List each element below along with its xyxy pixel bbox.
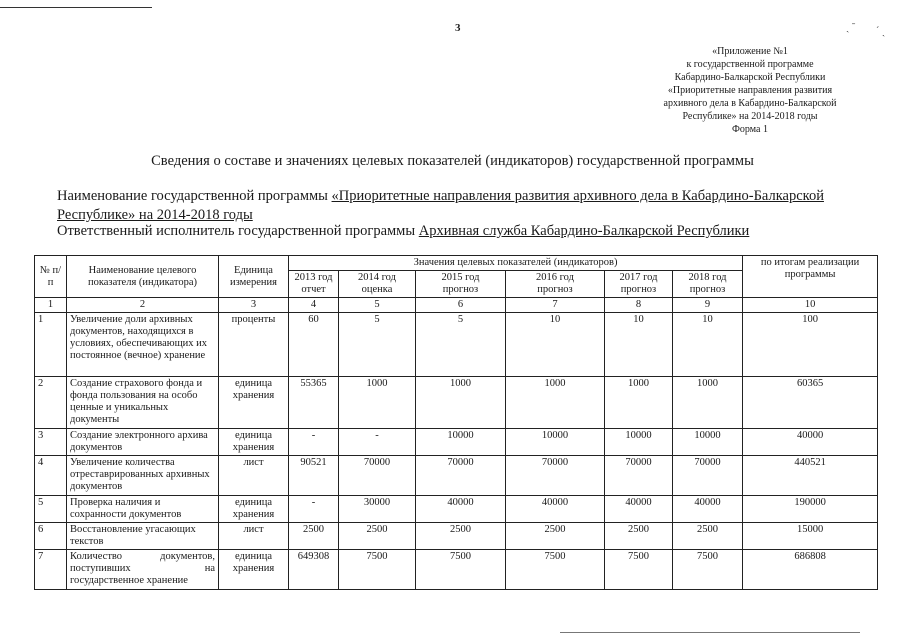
value-cell: 60 bbox=[289, 313, 339, 377]
value-cell: - bbox=[289, 496, 339, 523]
page-number: 3 bbox=[455, 22, 461, 34]
value-cell: 10000 bbox=[605, 429, 673, 456]
total-cell: 40000 bbox=[743, 429, 878, 456]
row-num: 5 bbox=[35, 496, 67, 523]
scan-artifact-line bbox=[0, 7, 152, 8]
value-cell: 10000 bbox=[673, 429, 743, 456]
column-number: 5 bbox=[339, 298, 416, 313]
value-cell: 2500 bbox=[416, 523, 506, 550]
executor-name: Архивная служба Кабардино-Балкарской Республики bbox=[418, 223, 750, 239]
value-cell: 1000 bbox=[605, 377, 673, 429]
value-cell: 7500 bbox=[339, 550, 416, 590]
table-row bbox=[35, 523, 878, 550]
row-num: 7 bbox=[35, 550, 67, 590]
unit-cell: лист bbox=[219, 523, 289, 550]
header-year: 2014 год оценка bbox=[339, 271, 416, 298]
table-row bbox=[35, 496, 878, 523]
column-number: 8 bbox=[605, 298, 673, 313]
header-num: № п/п bbox=[35, 256, 67, 298]
program-name-line bbox=[57, 187, 877, 225]
value-cell: 40000 bbox=[673, 496, 743, 523]
indicator-name: Увеличение количества отреставрированных архивных документов bbox=[67, 456, 219, 496]
total-cell: 100 bbox=[743, 313, 878, 377]
value-cell: 7500 bbox=[506, 550, 605, 590]
value-cell: 70000 bbox=[339, 456, 416, 496]
value-cell: 10 bbox=[605, 313, 673, 377]
value-cell: 2500 bbox=[605, 523, 673, 550]
column-number: 1 bbox=[35, 298, 67, 313]
appendix-line: «Приоритетные направления развития bbox=[667, 85, 833, 96]
value-cell: 7500 bbox=[605, 550, 673, 590]
value-cell: 90521 bbox=[289, 456, 339, 496]
total-cell: 440521 bbox=[743, 456, 878, 496]
column-number: 6 bbox=[416, 298, 506, 313]
unit-cell: единица хранения bbox=[219, 550, 289, 590]
unit-cell: единица хранения bbox=[219, 496, 289, 523]
unit-cell: лист bbox=[219, 456, 289, 496]
document-title: Сведения о составе и значениях целевых показателей (индикаторов) государственной программы bbox=[151, 153, 754, 169]
appendix-line: архивного дела в Кабардино-Балкарской bbox=[663, 98, 837, 109]
header-total: по итогам реализации программы bbox=[743, 256, 878, 298]
appendix-header bbox=[635, 45, 865, 136]
appendix-line: к государственной программе bbox=[686, 59, 814, 70]
column-number: 3 bbox=[219, 298, 289, 313]
value-cell: 1000 bbox=[673, 377, 743, 429]
row-num: 6 bbox=[35, 523, 67, 550]
value-cell: 1000 bbox=[416, 377, 506, 429]
header-row-1 bbox=[35, 256, 878, 271]
value-cell: 7500 bbox=[673, 550, 743, 590]
executor-label: Ответственный исполнитель государственной программы bbox=[57, 223, 419, 239]
value-cell: 2500 bbox=[673, 523, 743, 550]
header-unit: Единица измерения bbox=[219, 256, 289, 298]
unit-cell: проценты bbox=[219, 313, 289, 377]
value-cell: 70000 bbox=[506, 456, 605, 496]
value-cell: 55365 bbox=[289, 377, 339, 429]
scan-speck: ˎ ˉ bbox=[846, 22, 856, 33]
value-cell: 2500 bbox=[506, 523, 605, 550]
total-cell: 15000 bbox=[743, 523, 878, 550]
value-cell: 10000 bbox=[506, 429, 605, 456]
column-number: 7 bbox=[506, 298, 605, 313]
program-label: Наименование государственной программы bbox=[57, 188, 332, 204]
column-number: 9 bbox=[673, 298, 743, 313]
row-num: 2 bbox=[35, 377, 67, 429]
indicator-name: Увеличение доли архивных документов, находящихся в условиях, обеспечивающих их постоянное (вечное) хранение bbox=[67, 313, 219, 377]
value-cell: 40000 bbox=[416, 496, 506, 523]
value-cell: 70000 bbox=[605, 456, 673, 496]
appendix-line: Форма 1 bbox=[732, 124, 768, 135]
value-cell: 5 bbox=[416, 313, 506, 377]
header-year: 2018 год прогноз bbox=[673, 271, 743, 298]
value-cell: - bbox=[289, 429, 339, 456]
value-cell: 40000 bbox=[605, 496, 673, 523]
header-indicator: Наименование целевого показателя (индикатора) bbox=[67, 256, 219, 298]
row-num: 3 bbox=[35, 429, 67, 456]
program-name: «Приоритетные направления развития архивного дела в Кабардино-Балкарской Республике» на 2014-2018 годы bbox=[57, 188, 824, 223]
header-values-group: Значения целевых показателей (индикаторов) bbox=[289, 256, 743, 271]
value-cell: 2500 bbox=[339, 523, 416, 550]
header-year: 2015 год прогноз bbox=[416, 271, 506, 298]
indicator-name: Восстановление угасающих текстов bbox=[67, 523, 219, 550]
unit-cell: единица хранения bbox=[219, 429, 289, 456]
value-cell: 70000 bbox=[673, 456, 743, 496]
unit-cell: единица хранения bbox=[219, 377, 289, 429]
indicator-name: Количество документов, поступивших на государственное хранение bbox=[67, 550, 219, 590]
appendix-line: «Приложение №1 bbox=[712, 46, 788, 57]
executor-line bbox=[57, 222, 877, 241]
scan-artifact-line bbox=[560, 632, 860, 633]
value-cell: 10000 bbox=[416, 429, 506, 456]
column-number: 2 bbox=[67, 298, 219, 313]
table-row bbox=[35, 377, 878, 429]
header-year: 2017 год прогноз bbox=[605, 271, 673, 298]
indicators-table bbox=[34, 255, 878, 590]
indicator-name: Создание электронного архива документов bbox=[67, 429, 219, 456]
value-cell: 40000 bbox=[506, 496, 605, 523]
table-row bbox=[35, 429, 878, 456]
indicator-name: Проверка наличия и сохранности документов bbox=[67, 496, 219, 523]
table-row bbox=[35, 550, 878, 590]
value-cell: 7500 bbox=[416, 550, 506, 590]
scan-speck: ˊ ˎ bbox=[876, 26, 886, 37]
appendix-line: Кабардино-Балкарской Республики bbox=[674, 72, 826, 83]
total-cell: 190000 bbox=[743, 496, 878, 523]
value-cell: 1000 bbox=[339, 377, 416, 429]
row-num: 1 bbox=[35, 313, 67, 377]
value-cell: 2500 bbox=[289, 523, 339, 550]
value-cell: 1000 bbox=[506, 377, 605, 429]
table-row bbox=[35, 313, 878, 377]
value-cell: 649308 bbox=[289, 550, 339, 590]
row-num: 4 bbox=[35, 456, 67, 496]
header-year: 2016 год прогноз bbox=[506, 271, 605, 298]
total-cell: 686808 bbox=[743, 550, 878, 590]
column-number-row bbox=[35, 298, 878, 313]
column-number: 4 bbox=[289, 298, 339, 313]
table-row bbox=[35, 456, 878, 496]
header-year: 2013 год отчет bbox=[289, 271, 339, 298]
indicator-name: Создание страхового фонда и фонда пользования на особо ценные и уникальных документы bbox=[67, 377, 219, 429]
value-cell: 30000 bbox=[339, 496, 416, 523]
value-cell: 10 bbox=[673, 313, 743, 377]
appendix-line: Республике» на 2014-2018 годы bbox=[682, 111, 818, 122]
value-cell: - bbox=[339, 429, 416, 456]
value-cell: 10 bbox=[506, 313, 605, 377]
column-number: 10 bbox=[743, 298, 878, 313]
total-cell: 60365 bbox=[743, 377, 878, 429]
value-cell: 70000 bbox=[416, 456, 506, 496]
value-cell: 5 bbox=[339, 313, 416, 377]
